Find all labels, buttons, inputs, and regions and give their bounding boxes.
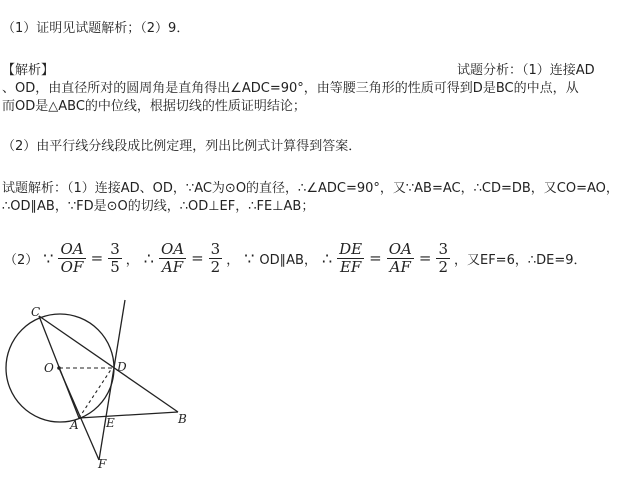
comma: ， (125, 252, 139, 268)
fraction-numerator: OA (160, 239, 185, 258)
point-label-o: O (44, 361, 54, 375)
point-label-e: E (106, 416, 115, 430)
analysis-line-2: 而OD是△ABC的中位线，根据切线的性质证明结论； (2, 99, 306, 114)
because-symbol: ∵ (43, 248, 54, 268)
solution-math-line (2, 236, 589, 280)
fraction-denominator: 2 (210, 257, 221, 276)
fraction-numerator: OA (388, 239, 412, 258)
fraction-numerator: 3 (438, 239, 448, 258)
fraction-denominator: 5 (110, 257, 120, 276)
fraction-3-2 (436, 241, 450, 276)
analysis-line-1: 、OD，由直径所对的圆周角是直角得出∠ADC=90°，由等腰三角形的性质可得到D是BC的中点，从 (2, 81, 579, 96)
answer-line: （1）证明见试题解析；（2）9． (2, 21, 190, 36)
comma: ， (226, 252, 240, 268)
fraction-3-2 (209, 241, 223, 276)
fraction-numerator: OA (60, 239, 84, 258)
parallel-statement: OD∥AB， (259, 252, 317, 268)
therefore-symbol: ∴ (321, 248, 333, 268)
point-label-b: B (178, 412, 187, 426)
solution-line-2: ∴OD∥AB，∵FD是⊙O的切线，∴OD⊥EF，∴FE⊥AB； (2, 199, 315, 214)
point-label-d: D (117, 360, 127, 374)
fraction-denominator: 2 (438, 257, 448, 276)
fraction-denominator: EF (339, 257, 362, 276)
point-label-f: F (98, 457, 107, 471)
point-label-a: A (70, 418, 79, 432)
point-label-c: C (31, 305, 41, 319)
equals-sign: = (369, 249, 382, 267)
fraction-denominator: AF (389, 257, 411, 276)
tangent-line-fd (99, 300, 125, 460)
section-label: 【解析】 (2, 63, 55, 78)
part-2-prefix: （2） (4, 252, 39, 268)
fraction-oa-af (159, 241, 186, 276)
fraction-denominator: AF (161, 257, 184, 276)
solution-line-1: 试题解析：（1）连接AD、OD，∵AC为⊙O的直径，∴∠ADC=90°，又∵AB=AC，∴CD=DB，又CO=AO， (2, 181, 619, 196)
equals-sign: = (191, 249, 204, 267)
therefore-symbol: ∴ (143, 248, 154, 268)
fraction-denominator: OF (60, 257, 84, 276)
fraction-numerator: 3 (210, 239, 221, 258)
geometry-figure (0, 296, 210, 476)
fraction-numerator: 3 (110, 239, 120, 258)
fraction-oa-of (58, 241, 85, 276)
center-point-o (57, 366, 61, 370)
conclusion-text: ，又EF=6，∴DE=9． (453, 252, 587, 268)
analysis-title: 试题分析：（1）连接AD (457, 63, 595, 78)
analysis-paragraph-2: （2）由平行线分线段成比例定理，列出比例式计算得到答案． (2, 139, 362, 154)
segment-of (59, 368, 99, 460)
equals-sign: = (90, 249, 104, 267)
equals-sign: = (418, 249, 432, 267)
fraction-de-ef (337, 241, 364, 276)
fraction-oa-af (387, 241, 414, 276)
fraction-numerator: DE (339, 239, 363, 258)
segment-ab (79, 412, 178, 418)
fraction-3-5 (108, 241, 122, 276)
because-symbol: ∵ (244, 248, 255, 268)
